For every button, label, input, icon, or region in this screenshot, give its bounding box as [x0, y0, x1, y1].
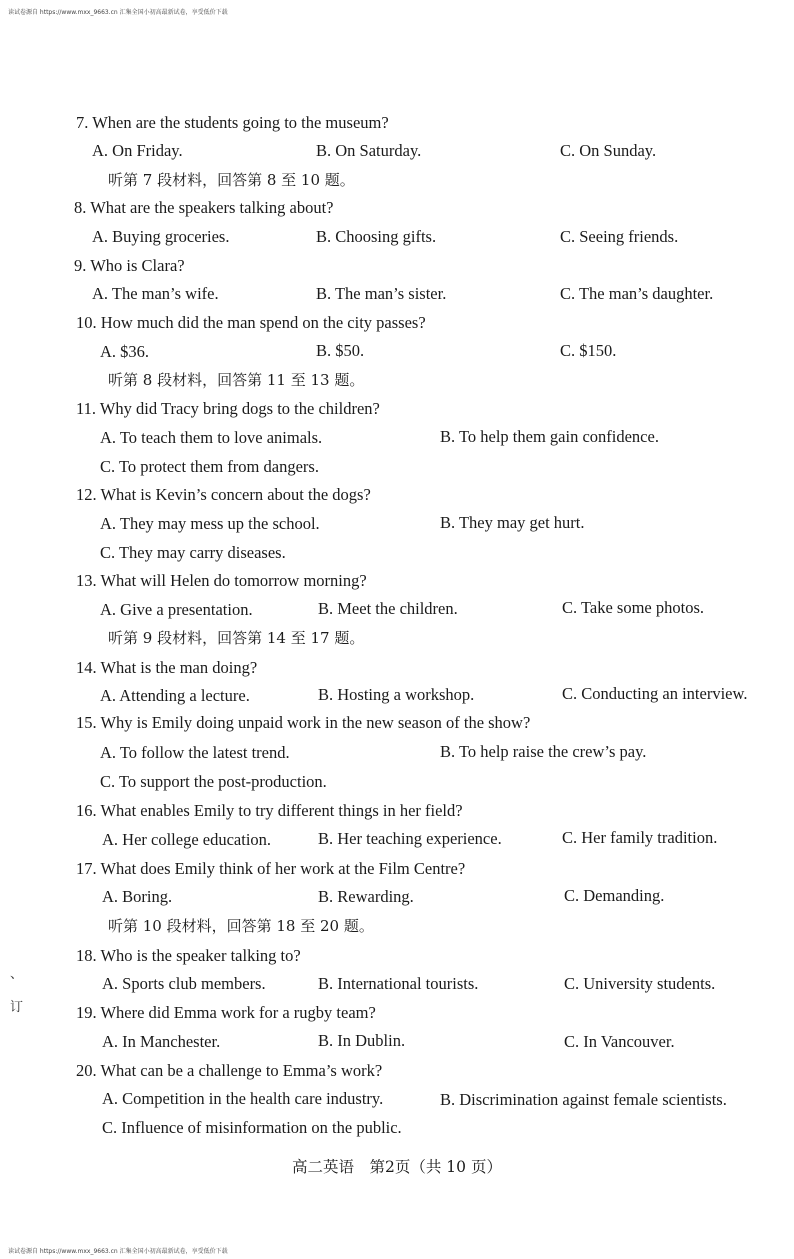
section-instruction: 听第 8 段材料，回答第 11 至 13 题。: [108, 371, 365, 389]
answer-option: B. In Dublin.: [318, 1031, 406, 1050]
answer-option: B. Meet the children.: [318, 599, 458, 618]
answer-option: A. To teach them to love animals.: [100, 428, 323, 447]
answer-option: A. Her college education.: [102, 830, 272, 849]
question-stem: 7. When are the students going to the museum?: [76, 113, 389, 132]
binding-mark: 订: [10, 999, 24, 1014]
question-stem: 20. What can be a challenge to Emma’s work?: [76, 1061, 383, 1080]
answer-option: A. They may mess up the school.: [100, 514, 320, 533]
answer-option: C. In Vancouver.: [564, 1032, 675, 1051]
question-stem: 18. Who is the speaker talking to?: [76, 946, 301, 965]
answer-option: C. Seeing friends.: [560, 227, 679, 246]
answer-option: B. The man’s sister.: [316, 284, 447, 303]
answer-option: C. Take some photos.: [562, 598, 704, 617]
binding-mark: 、: [10, 966, 24, 981]
question-stem: 13. What will Helen do tomorrow morning?: [76, 571, 367, 590]
answer-option: A. On Friday.: [92, 141, 183, 160]
question-stem: 9. Who is Clara?: [74, 256, 185, 275]
answer-option: B. International tourists.: [318, 974, 479, 993]
footer-watermark: 读试卷源自 https://www.mxx_9663.cn 汇集全国小初高最新试卷，享受低价下载: [8, 1248, 228, 1255]
answer-option: C. Influence of misinformation on the public.: [102, 1118, 402, 1137]
answer-option: C. On Sunday.: [560, 141, 657, 160]
header-watermark: 读试卷源自 https://www.mxx_9663.cn 汇集全国小初高最新试卷，享受低价下载: [8, 9, 228, 16]
answer-option: A. Give a presentation.: [100, 600, 253, 619]
answer-option: A. To follow the latest trend.: [100, 743, 290, 762]
answer-option: C. $150.: [560, 341, 617, 360]
answer-option: B. They may get hurt.: [440, 513, 585, 532]
answer-option: B. Discrimination against female scientists.: [440, 1090, 727, 1109]
answer-option: C. To protect them from dangers.: [100, 457, 319, 476]
answer-option: A. Boring.: [102, 887, 173, 906]
answer-option: C. Demanding.: [564, 886, 665, 905]
answer-option: C. University students.: [564, 974, 716, 993]
question-stem: 14. What is the man doing?: [76, 658, 258, 677]
answer-option: C. Conducting an interview.: [562, 684, 748, 703]
question-stem: 11. Why did Tracy bring dogs to the children?: [76, 399, 380, 418]
answer-option: A. In Manchester.: [102, 1032, 221, 1051]
answer-option: B. Her teaching experience.: [318, 829, 502, 848]
answer-option: B. To help raise the crew’s pay.: [440, 742, 647, 761]
answer-option: A. The man’s wife.: [92, 284, 219, 303]
answer-option: B. $50.: [316, 341, 365, 360]
answer-option: C. Her family tradition.: [562, 828, 718, 847]
answer-option: A. Competition in the health care industry.: [102, 1089, 384, 1108]
answer-option: B. Choosing gifts.: [316, 227, 437, 246]
question-stem: 8. What are the speakers talking about?: [74, 198, 334, 217]
section-instruction: 听第 9 段材料，回答第 14 至 17 题。: [108, 629, 365, 647]
page-number: 高二英语 第2页（共 10 页）: [292, 1158, 502, 1176]
question-stem: 17. What does Emily think of her work at the Film Centre?: [76, 859, 466, 878]
answer-option: A. Buying groceries.: [92, 227, 230, 246]
question-stem: 16. What enables Emily to try different things in her field?: [76, 801, 463, 820]
question-stem: 10. How much did the man spend on the city passes?: [76, 313, 426, 332]
answer-option: C. To support the post-production.: [100, 772, 327, 791]
answer-option: B. Hosting a workshop.: [318, 685, 475, 704]
question-stem: 12. What is Kevin’s concern about the dogs?: [76, 485, 371, 504]
answer-option: A. $36.: [100, 342, 150, 361]
answer-option: C. They may carry diseases.: [100, 543, 286, 562]
answer-option: C. The man’s daughter.: [560, 284, 714, 303]
answer-option: B. On Saturday.: [316, 141, 422, 160]
answer-option: B. To help them gain confidence.: [440, 427, 659, 446]
question-stem: 15. Why is Emily doing unpaid work in the new season of the show?: [76, 713, 531, 732]
question-stem: 19. Where did Emma work for a rugby team?: [76, 1003, 376, 1022]
section-instruction: 听第 7 段材料，回答第 8 至 10 题。: [108, 171, 355, 189]
answer-option: A. Attending a lecture.: [100, 686, 250, 705]
section-instruction: 听第 10 段材料，回答第 18 至 20 题。: [108, 917, 374, 935]
answer-option: A. Sports club members.: [102, 974, 266, 993]
answer-option: B. Rewarding.: [318, 887, 414, 906]
